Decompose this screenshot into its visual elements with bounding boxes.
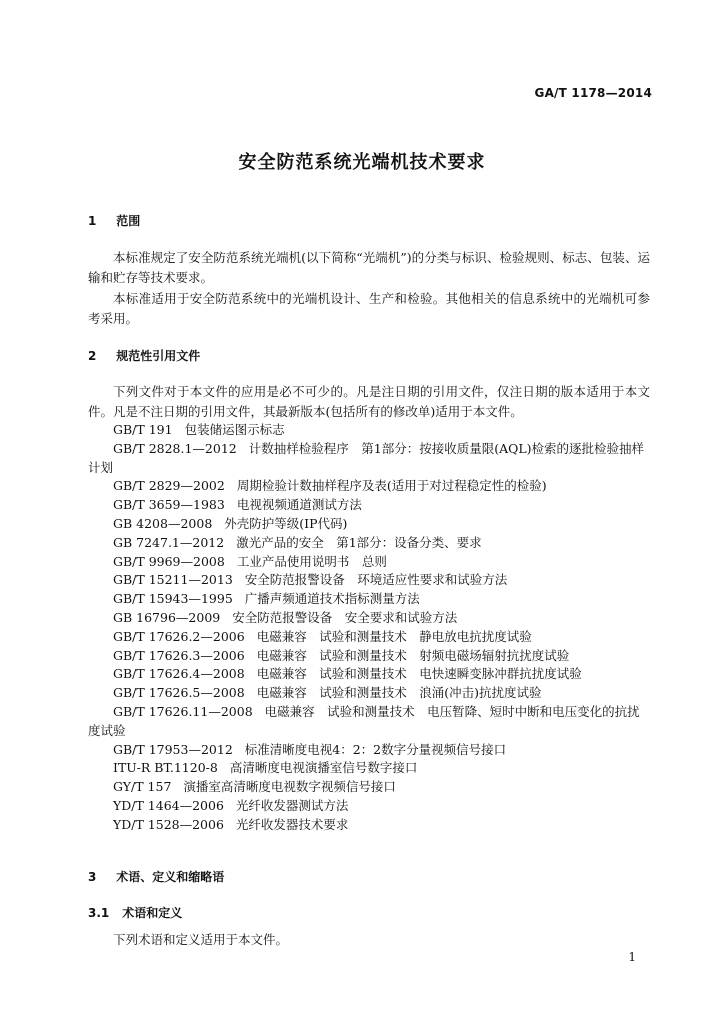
reference-code: GB/T 15943—1995 (113, 591, 233, 607)
reference-item (88, 628, 650, 647)
reference-code: ITU-R BT.1120-8 (113, 760, 218, 776)
reference-item (88, 759, 650, 778)
reference-item (88, 741, 650, 760)
reference-item (88, 553, 650, 572)
reference-code: GB 4208—2008 (113, 515, 213, 531)
reference-item (88, 477, 650, 496)
reference-title: 激光产品的安全 第1部分：设备分类、要求 (236, 534, 482, 550)
reference-code: GB/T 17626.11—2008 (113, 703, 253, 719)
reference-title: 安全防范报警设备 安全要求和试验方法 (232, 609, 458, 625)
reference-title: 电磁兼容 试验和测量技术 射频电磁场辐射抗扰度试验 (256, 647, 570, 663)
reference-title: 周期检验计数抽样程序及表(适用于对过程稳定性的检验) (236, 478, 547, 494)
reference-item (88, 571, 650, 590)
section-2-intro: 下列文件对于本文件的应用是必不可少的。凡是注日期的引用文件，仅注日期的版本适用于本文件。凡是不注日期的引用文件，其最新版本(包括所有的修改单)适用于本文件。 (88, 384, 650, 419)
reference-title: 电磁兼容 试验和测量技术 静电放电抗扰度试验 (256, 628, 532, 644)
reference-code: GB/T 15211—2013 (113, 572, 233, 588)
reference-code: GB/T 191 (113, 422, 173, 437)
section-3-1-heading (88, 904, 182, 921)
section-3-1-title: 术语和定义 (122, 906, 183, 920)
page-number: 1 (628, 950, 636, 964)
reference-title: 外壳防护等级(IP代码) (224, 515, 348, 531)
reference-title: 电磁兼容 试验和测量技术 电快速瞬变脉冲群抗扰度试验 (256, 666, 582, 682)
reference-code: GB 16796—2009 (113, 609, 221, 625)
section-1-paragraph-2: 本标准适用于安全防范系统中的光端机设计、生产和检验。其他相关的信息系统中的光端机可参考采用。 (88, 291, 650, 326)
reference-item (88, 440, 650, 478)
section-3-heading (88, 868, 224, 885)
reference-title: 光纤收发器技术要求 (235, 816, 349, 832)
section-2-number: 2 (88, 349, 97, 363)
section-3-1-paragraph: 下列术语和定义适用于本文件。 (113, 932, 289, 947)
reference-title: 光纤收发器测试方法 (235, 797, 349, 813)
reference-item (88, 797, 650, 816)
reference-item (88, 515, 650, 534)
reference-item (88, 816, 650, 835)
document-title: 安全防范系统光端机技术要求 (238, 152, 486, 173)
section-1-paragraph-1: 本标准规定了安全防范系统光端机(以下简称“光端机”)的分类与标识、检验规则、标志、包装、运输和贮存等技术要求。 (88, 250, 650, 285)
reference-item (88, 703, 650, 741)
reference-item (88, 684, 650, 703)
section-1-heading (88, 212, 140, 229)
reference-title: 高清晰度电视演播室信号数字接口 (229, 760, 418, 776)
reference-item (88, 609, 650, 628)
section-3-1-number: 3.1 (88, 906, 110, 920)
reference-title: 包装储运图示标志 (184, 422, 285, 437)
section-2-heading (88, 347, 200, 364)
reference-item (88, 421, 650, 440)
reference-code: GB/T 17626.3—2006 (113, 647, 245, 663)
reference-title: 标准清晰度电视4：2：2数字分量视频信号接口 (244, 741, 507, 757)
reference-code: GB/T 17626.4—2008 (113, 666, 245, 682)
reference-title: 安全防范报警设备 环境适应性要求和试验方法 (244, 572, 508, 588)
reference-code: GY/T 157 (113, 779, 172, 795)
reference-code: GB/T 17626.2—2006 (113, 628, 245, 644)
section-1-number: 1 (88, 214, 97, 228)
reference-title: 工业产品使用说明书 总则 (236, 553, 387, 569)
reference-code: GB/T 2828.1—2012 (113, 440, 237, 456)
normative-references-list (88, 421, 650, 835)
reference-code: GB/T 2829—2002 (113, 478, 225, 494)
standard-code: GA/T 1178—2014 (534, 86, 652, 100)
section-3-number: 3 (88, 870, 97, 884)
reference-item (88, 496, 650, 515)
section-2-title: 规范性引用文件 (116, 349, 201, 363)
reference-title: 广播声频通道技术指标测量方法 (244, 591, 420, 607)
reference-item (88, 665, 650, 684)
reference-item (88, 778, 650, 797)
reference-code: GB/T 3659—1983 (113, 497, 225, 513)
reference-item (88, 534, 650, 553)
reference-item (88, 590, 650, 609)
reference-code: GB/T 17953—2012 (113, 741, 233, 757)
reference-title: 计数抽样检验程序 第1部分：按接收质量限(AQL)检索的逐批检验抽样计划 (88, 440, 645, 475)
reference-code: GB/T 9969—2008 (113, 553, 225, 569)
section-3-title: 术语、定义和缩略语 (116, 870, 225, 884)
reference-code: YD/T 1528—2006 (113, 816, 224, 832)
reference-title: 电磁兼容 试验和测量技术 浪涌(冲击)抗扰度试验 (256, 685, 542, 701)
reference-title: 演播室高清晰度电视数字视频信号接口 (183, 779, 396, 795)
reference-item (88, 647, 650, 666)
section-1-title: 范围 (116, 214, 141, 228)
reference-title: 电视视频通道测试方法 (236, 497, 362, 513)
reference-title: 电磁兼容 试验和测量技术 电压暂降、短时中断和电压变化的抗扰度试验 (88, 703, 640, 738)
reference-code: GB 7247.1—2012 (113, 534, 225, 550)
reference-code: YD/T 1464—2006 (113, 797, 224, 813)
reference-code: GB/T 17626.5—2008 (113, 685, 245, 701)
